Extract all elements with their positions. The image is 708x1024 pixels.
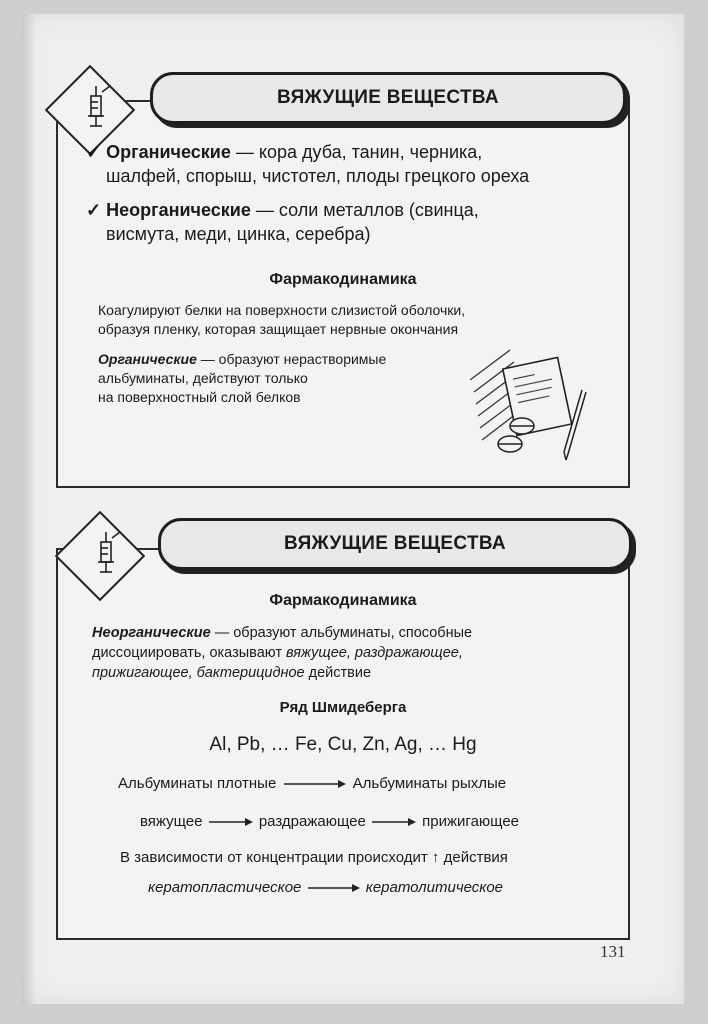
organic-term: Органические — [106, 142, 231, 162]
inorganic-term: Неорганические — [106, 200, 251, 220]
kerato-row — [148, 878, 503, 898]
concentration-text: В зависимости от концентрации происходит — [120, 849, 428, 866]
effect-irritant: раздражающее — [258, 813, 366, 830]
card2-para-line2 — [92, 644, 463, 663]
para1-line2: образуя пленку, которая защищает нервные окончания — [98, 321, 459, 337]
para2-line3: на поверхностный слой белков — [98, 389, 301, 405]
arrow-right-icon — [280, 779, 348, 789]
syringe-icon — [76, 82, 116, 132]
para2-term: Органические — [98, 351, 197, 367]
albuminates-loose: Альбуминаты рыхлые — [352, 775, 507, 792]
effect-astringent: вяжущее — [140, 813, 203, 830]
effects-italic: прижигающее, бактерицидное — [92, 665, 305, 681]
card1-title-banner — [150, 72, 626, 124]
organic-sources: кора дуба, танин, черника, — [258, 142, 483, 162]
keratoplastic: кератопластическое — [148, 879, 302, 896]
arrow-up-icon: ↑ — [431, 849, 440, 866]
effects-italic: вяжущее, раздражающее, — [286, 645, 463, 661]
page-gutter-shadow — [22, 14, 36, 1004]
arrow-right-icon — [306, 883, 362, 893]
schmiedeberg-series: Al, Pb, … Fe, Cu, Zn, Ag, … Hg — [209, 734, 477, 755]
arrow-right-icon — [207, 817, 255, 827]
dash: — — [250, 200, 279, 220]
card2-title: ВЯЖУЩИЕ ВЕЩЕСТВА — [284, 533, 506, 554]
albuminates-dense: Альбуминаты плотные — [118, 775, 277, 792]
card2-section-title: Фармакодинамика — [269, 592, 417, 609]
para1-line1: Коагулируют белки на поверхности слизистой оболочки, — [98, 302, 466, 318]
document-pencil-pills-icon — [470, 340, 590, 465]
organic-line-2: шалфей, спорыш, чистотел, плоды грецкого ореха — [106, 166, 530, 186]
syringe-icon — [86, 528, 126, 578]
para2-line1 — [98, 350, 386, 369]
arrow-right-icon — [370, 817, 418, 827]
card1-section-title: Фармакодинамика — [269, 271, 417, 288]
para2-line2: альбуминаты, действуют только — [98, 370, 308, 386]
card2-para-line1 — [92, 624, 472, 643]
page-number: 131 — [600, 942, 626, 961]
effects-row — [140, 812, 519, 832]
card2-title-banner — [158, 518, 632, 570]
check-mark-icon: ✓ — [86, 200, 102, 220]
albuminates-row — [118, 774, 506, 794]
concentration-row — [120, 848, 508, 868]
inorganic-line-2: висмута, меди, цинка, серебра) — [106, 224, 371, 244]
text: действие — [304, 665, 372, 681]
card2-para-line3 — [92, 664, 371, 683]
concentration-end: действия — [443, 849, 508, 866]
series-title: Ряд Шмидеберга — [279, 699, 407, 716]
check-mark-icon: ✓ — [86, 142, 102, 162]
organic-line-1 — [86, 140, 482, 164]
effect-cauterizing: прижигающее — [422, 813, 520, 830]
keratolytic: кератолитическое — [365, 879, 504, 896]
card1-title: ВЯЖУЩИЕ ВЕЩЕСТВА — [277, 87, 499, 108]
inorganic-line-1 — [86, 198, 479, 222]
text: диссоциировать, оказывают — [92, 645, 286, 661]
card2-para-rest: — образуют альбуминаты, способные — [210, 625, 473, 641]
inorganic-sources: соли металлов (свинца, — [278, 200, 479, 220]
dash: — — [230, 142, 259, 162]
para2-rest: — образуют нерастворимые — [196, 351, 387, 367]
card2-para-term: Неорганические — [92, 625, 211, 641]
